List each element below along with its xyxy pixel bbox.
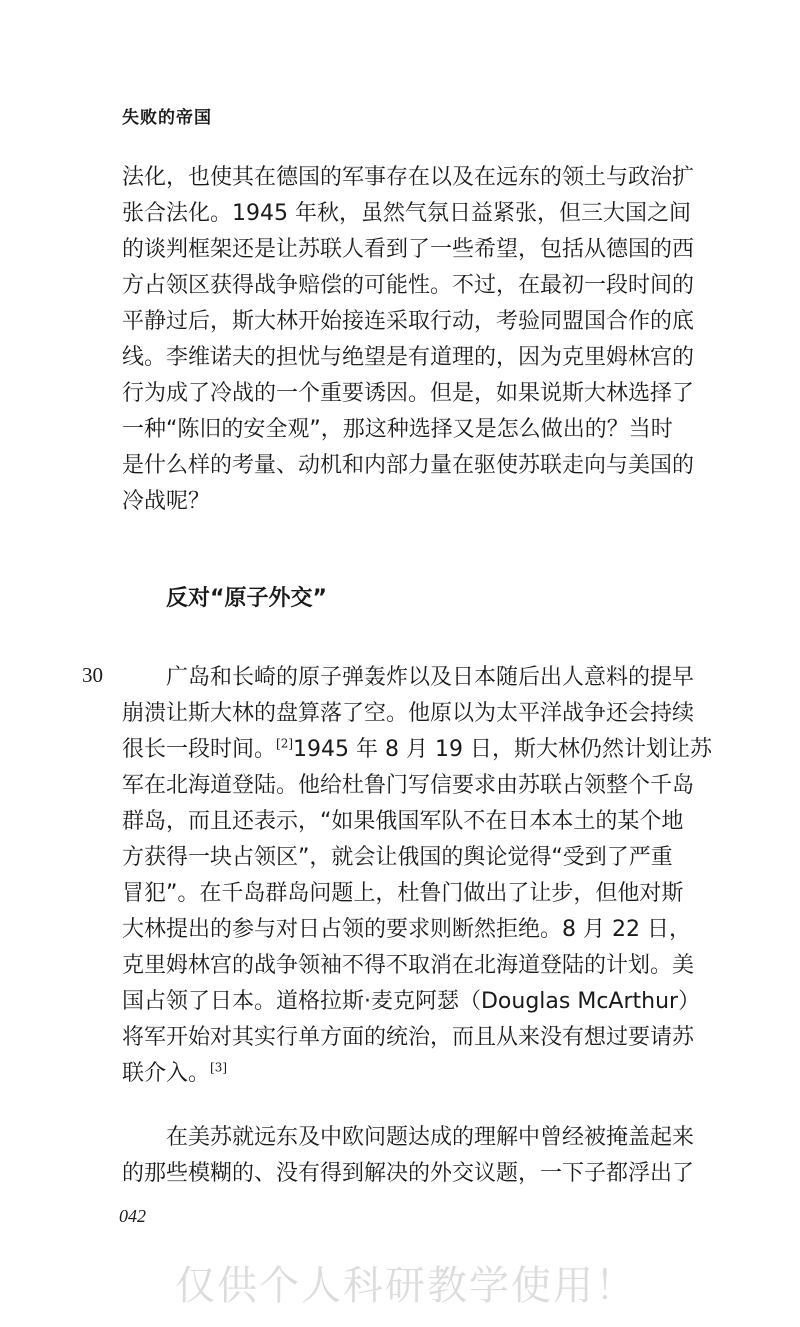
text-line: 将军开始对其实行单方面的统治，而且从来没有想过要请苏 xyxy=(122,1025,695,1050)
text-line xyxy=(122,1056,698,1092)
text-line: 在美苏就远东及中欧问题达成的理解中曾经被掩盖起来 xyxy=(166,1125,695,1150)
text-line: 的那些模糊的、没有得到解决的外交议题，一下子都浮出了 xyxy=(122,1161,695,1186)
text-line: 军在北海道登陆。他给杜鲁门写信要求由苏联占领整个千岛 xyxy=(122,773,695,798)
text-line: 行为成了冷战的一个重要诱因。但是，如果说斯大林选择了 xyxy=(122,381,695,406)
text-line: 是什么样的考量、动机和内部力量在驱使苏联走向与美国的 xyxy=(122,453,695,478)
text-line: 的谈判框架还是让苏联人看到了一些希望，包括从德国的西 xyxy=(122,237,695,262)
footnote-marker[interactable]: [2] xyxy=(276,736,294,751)
text-line: 冷战呢？ xyxy=(122,489,211,514)
text-line: 广岛和长崎的原子弹轰炸以及日本随后出人意料的提早 xyxy=(166,665,695,690)
text-line: 方获得一块占领区”，就会让俄国的舆论觉得“受到了严重 xyxy=(122,845,673,870)
text-line: 一种“陈旧的安全观”，那这种选择又是怎么做出的？当时 xyxy=(122,417,673,442)
text-line: 克里姆林宫的战争领袖不得不取消在北海道登陆的计划。美 xyxy=(122,953,695,978)
page-number: 042 xyxy=(119,1206,146,1226)
text-line xyxy=(122,732,712,768)
paragraph-3 xyxy=(122,1120,698,1192)
paragraph-2 xyxy=(122,660,712,1092)
text-line: 平静过后，斯大林开始接连采取行动，考验同盟国合作的底 xyxy=(122,309,695,334)
text-line: 国占领了日本。道格拉斯·麦克阿瑟（Douglas McArthur） xyxy=(122,989,701,1014)
text-segment: 1945 年 8 月 19 日，斯大林仍然计划让苏 xyxy=(293,737,712,762)
watermark: 仅供个人科研教学使用！ xyxy=(175,1263,637,1309)
section-heading: 反对“原子外交” xyxy=(166,586,327,611)
text-line: 方占领区获得战争赔偿的可能性。不过，在最初一段时间的 xyxy=(122,273,695,298)
text-segment: 联介入。 xyxy=(122,1061,211,1086)
text-line: 大林提出的参与对日占领的要求则断然拒绝。8 月 22 日， xyxy=(122,917,691,942)
text-line: 线。李维诺夫的担忧与绝望是有道理的，因为克里姆林宫的 xyxy=(122,345,695,370)
text-line: 张合法化。1945 年秋，虽然气氛日益紧张，但三大国之间 xyxy=(122,201,691,226)
text-line: 法化，也使其在德国的军事存在以及在远东的领土与政治扩 xyxy=(122,165,695,190)
text-line: 冒犯”。在千岛群岛问题上，杜鲁门做出了让步，但他对斯 xyxy=(122,881,684,906)
running-head: 失败的帝国 xyxy=(122,108,212,128)
text-line: 崩溃让斯大林的盘算落了空。他原以为太平洋战争还会持续 xyxy=(122,701,695,726)
margin-page-reference: 30 xyxy=(82,663,103,687)
paragraph-1 xyxy=(122,160,698,520)
text-segment: 很长一段时间。 xyxy=(122,737,277,762)
footnote-marker[interactable]: [3] xyxy=(210,1060,228,1075)
text-line: 群岛，而且还表示，“如果俄国军队不在日本本土的某个地 xyxy=(122,809,684,834)
